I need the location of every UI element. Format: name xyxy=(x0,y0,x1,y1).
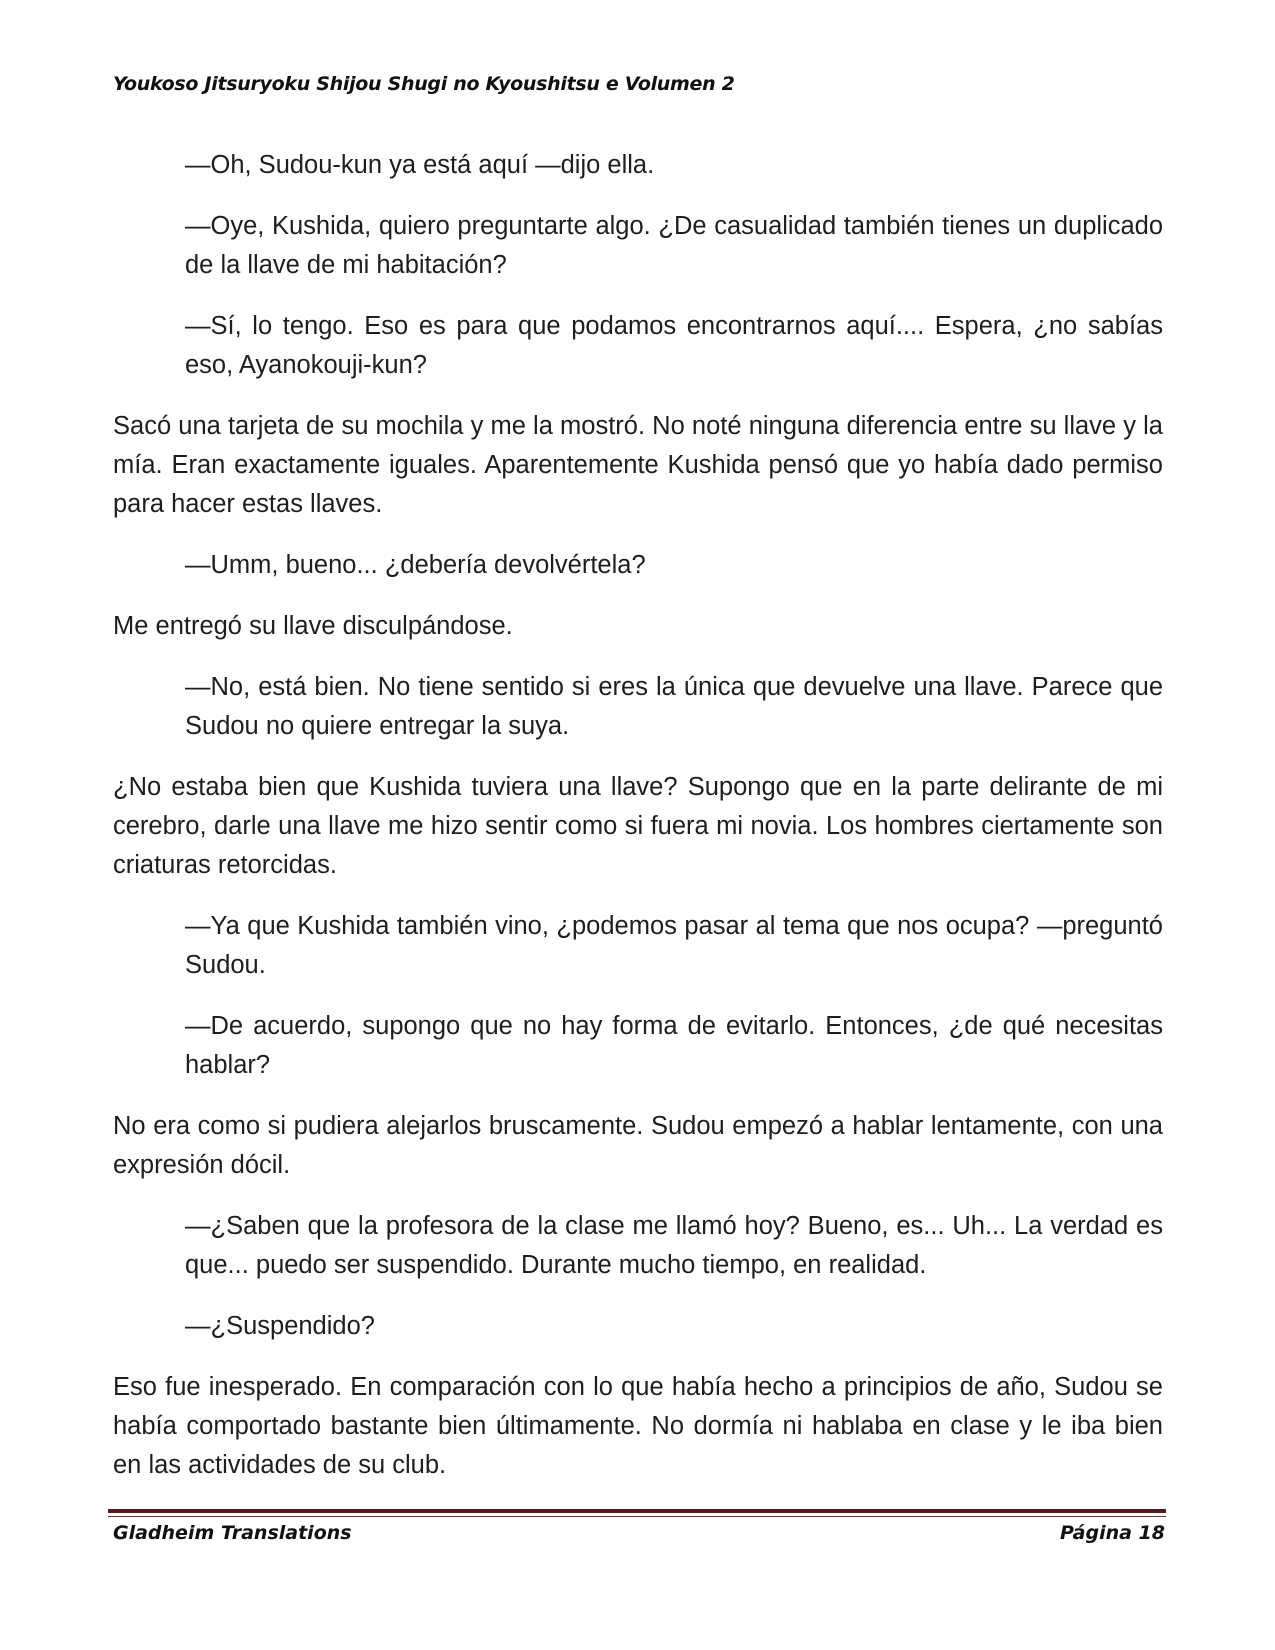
footer-translator-credit: Gladheim Translations xyxy=(113,1522,352,1544)
paragraph-dialog: —¿Saben que la profesora de la clase me llamó hoy? Bueno, es... Uh... La verdad es que... puedo ser suspendido. Durante mucho tiempo, en realidad. xyxy=(185,1212,1163,1279)
paragraph-dialog: —Oh, Sudou-kun ya está aquí —dijo ella. xyxy=(185,151,655,179)
paragraph-dialog: —Ya que Kushida también vino, ¿podemos pasar al tema que nos ocupa? —preguntó Sudou. xyxy=(185,912,1163,979)
paragraph-narration: Me entregó su llave disculpándose. xyxy=(113,612,513,640)
footer-page-number: Página 18 xyxy=(1059,1522,1165,1544)
footer-divider-thin xyxy=(108,1516,1166,1517)
paragraph-dialog: —Oye, Kushida, quiero preguntarte algo. ¿De casualidad también tienes un duplicado de la llave de mi habitación? xyxy=(185,212,1163,279)
paragraph-narration: Eso fue inesperado. En comparación con lo que había hecho a principios de año, Sudou se había comportado bastante bien últimamente. No dormía ni hablaba en clase y le iba bien en las actividades de su club. xyxy=(113,1373,1163,1479)
paragraph-narration: No era como si pudiera alejarlos bruscamente. Sudou empezó a hablar lentamente, con una expresión dócil. xyxy=(113,1112,1163,1179)
page-header-title: Youkoso Jitsuryoku Shijou Shugi no Kyoushitsu e Volumen 2 xyxy=(113,73,735,95)
paragraph-dialog: —¿Suspendido? xyxy=(185,1312,375,1340)
footer-divider xyxy=(108,1509,1166,1513)
paragraph-dialog: —No, está bien. No tiene sentido si eres la única que devuelve una llave. Parece que Sudou no quiere entregar la suya. xyxy=(185,673,1163,740)
paragraph-dialog: —Umm, bueno... ¿debería devolvértela? xyxy=(185,551,646,579)
paragraph-narration: ¿No estaba bien que Kushida tuviera una llave? Supongo que en la parte delirante de mi cerebro, darle una llave me hizo sentir como si fuera mi novia. Los hombres ciertamente son criaturas retorcidas. xyxy=(113,773,1163,879)
paragraph-narration: Sacó una tarjeta de su mochila y me la mostró. No noté ninguna diferencia entre su llave y la mía. Eran exactamente iguales. Aparentemente Kushida pensó que yo había dado permiso para hacer estas llaves. xyxy=(113,412,1163,518)
paragraph-dialog: —Sí, lo tengo. Eso es para que podamos encontrarnos aquí.... Espera, ¿no sabías eso, Ayanokouji-kun? xyxy=(185,312,1163,379)
paragraph-dialog: —De acuerdo, supongo que no hay forma de evitarlo. Entonces, ¿de qué necesitas hablar? xyxy=(185,1012,1163,1079)
document-body xyxy=(113,146,1163,1507)
